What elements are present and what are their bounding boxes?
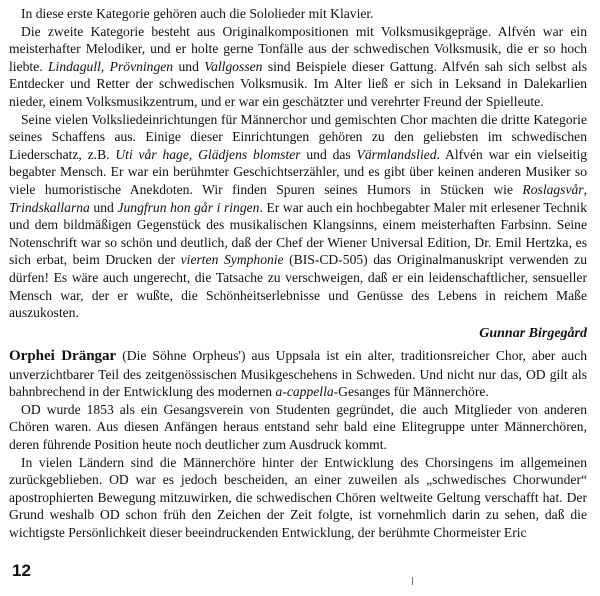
print-mark [412,577,413,585]
paragraph-text: -Gesanges für Männerchöre. [333,384,489,400]
paragraph-text: und [173,58,205,74]
work-title: Glädjens blomster [198,146,301,162]
author-signature: Gunnar Birgegård [479,325,587,341]
work-title: Uti vår hage [115,146,189,162]
orphei-drangar-section [9,347,587,542]
paragraph: OD wurde 1853 als ein Gesangsverein von Studenten gegründet, die auch Mitglieder von anderen Chören waren. Aus diesen Anfängen heraus entstand sehr bald eine Elitegruppe unter Männerchören, deren führende Position heute noch deutlicher zum Ausdruck kommt. [9,401,587,452]
paragraph-text: (Die Söhne Orpheus') aus Uppsala ist ein alter, traditionsreicher Chor, aber auch unverzichtbarer Teil des zeitgenössischen Musikgeschehens in Schweden. Und nicht nur das, OD gilt als bahnbrechend in der Entwicklung des modernen [9,348,588,400]
paragraph-text: (BIS-CD-505) das Originalmanuskript verwenden zu dürfen! Es wäre auch ungerecht, die Tatsache zu verschweigen, daß er ein leidenschaftlicher, sensueller Mensch war, der er wußte, die Schönheitserlebnisse und Genüsse des Lebens in reichem Maße auszukosten. [9,252,588,321]
paragraph-text: , [100,58,110,74]
work-title: Prövningen [109,58,174,74]
paragraph [9,5,587,23]
paragraph [9,111,587,322]
paragraph-text: . Er war auch ein hochbegabter Maler mit erlesener Technik und dem bildmäßigen Gegenstück des musikalischen Klangsinns, einem meisterhaften Farbsinn. Seine Notenschrift war so schön und deutlich, daß der Chef der Wiener Universal Edition, Dr. Emil Hertzka, es sich erbat, beim Drucken der [9,199,587,268]
work-title: Lindagull [48,58,101,74]
page-number: 12 [12,561,31,580]
paragraph [9,23,587,111]
alfven-essay-continued [9,5,587,342]
paragraph-text: In diese erste Kategorie gehören auch die Sololieder mit Klavier. [21,6,374,21]
paragraph-text: und [89,199,118,215]
paragraph: In vielen Ländern sind die Männerchöre hinter der Entwicklung des Chorsingens im allgemeinen zurückgeblieben. OD war es jedoch bescheiden, an einer zuweilen als „schwedisches Chorwunder“ apostrophierten Bewegung mitzuwirken, die schwedischen Chören weltweite Geltung verschafft hat. Der Grund weshalb OD schon früh den Zeichen der Zeit folgte, ist vornehmlich darin zu sehen, daß die wichtigste Persönlichkeit dieser beeindruckenden Entwicklung, der berühmte Chormeister Eric [9,454,587,540]
paragraph-text: sind Beispiele dieser Gattung. Alfvén sah sich selbst als Entdecker und Retter der schwedischen Volksmusik. Im Alter ließ er sich in Leksand in Dalekarlien nieder, einem Volksmusikzentrum, und er war ein geschätzter und verehrter Freund der Spielleute. [9,58,587,109]
section-lead: Orphei Drängar [9,348,117,364]
paragraph-text: , [188,146,199,162]
work-title: Trindskallarna [9,199,90,215]
paragraph [9,347,587,401]
paragraph-text: Die zweite Kategorie besteht aus Originalkompositionen mit Volksmusikgepräge. Alfvén war ein meisterhafter Melodiker, und er holte gerne Tonfälle aus der schwedischen Volksmusik, die er so hoch liebte. [9,23,587,74]
work-title: vierten Symphonie [180,252,284,268]
work-title: Roslagsvår [522,181,584,197]
paragraph-text: . Alfvén war ein vielseitig begabter Mensch. Er war ein berühmter Geschichtserzähler, und es gibt über keinen anderen Musiker so viele humoristische Anekdoten. Wir finden Spuren seines Humors in Stücken wie [9,146,588,197]
paragraph-text: Seine vielen Volksliedeinrichtungen für Männerchor und gemischten Chor machten die dritte Kategorie seines Schaffens aus. Einige dieser Einrichtungen gehören zu den geliebsten im schwedischen Liederschatz, z.B. [9,111,587,162]
paragraph-text: und das [300,146,357,162]
work-title: Jungfrun hon går i ringen [117,199,260,215]
emphasis-term: a-cappella [275,384,334,400]
work-title: Vallgossen [204,58,263,74]
work-title: Värmlandslied [356,146,437,162]
paragraph-text: , [583,181,587,197]
